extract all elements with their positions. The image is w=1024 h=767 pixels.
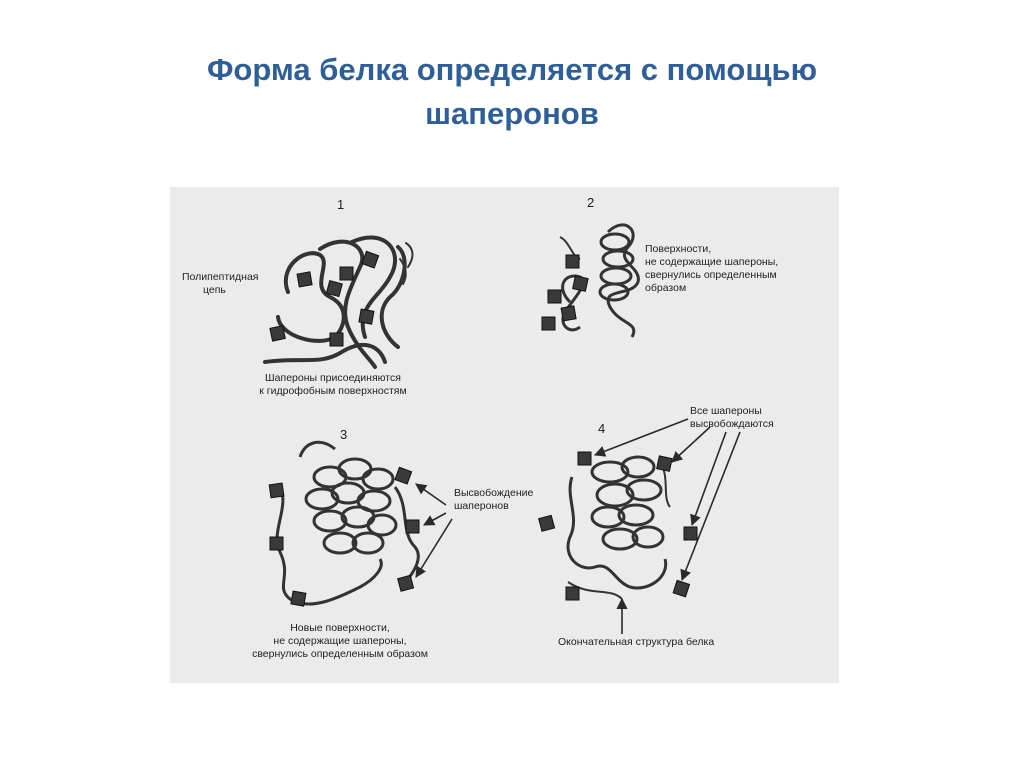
panel-3-coil: [277, 442, 418, 604]
panel-4-caption: Окончательная структура белка: [558, 636, 715, 648]
panel-1-caption-line-2: к гидрофобным поверхностям: [259, 385, 407, 397]
slide-title-line-2: шаперонов: [425, 96, 599, 131]
panel-2-note-line-2: не содержащие шапероны,: [645, 256, 779, 268]
panel-3-caption-line-3: свернулись определенным образом: [252, 648, 428, 660]
panel-3-caption-line-1: Новые поверхности,: [290, 622, 390, 634]
chaperone-square: [340, 267, 353, 280]
chaperone-square: [561, 306, 576, 321]
chaperone-square: [406, 520, 419, 533]
chaperone-square: [673, 580, 689, 596]
panel-1-number: 1: [337, 197, 345, 212]
panel-3-release-line-1: Высвобождение: [454, 487, 534, 499]
chaperone-square: [573, 276, 588, 291]
chaperone-square: [270, 326, 285, 341]
panel-2-helix: [560, 225, 638, 337]
panel-4-final-structure: [568, 457, 670, 599]
chaperone-square: [566, 255, 579, 268]
panel-2-note-line-1: Поверхности,: [645, 243, 712, 255]
chaperone-square: [270, 537, 283, 550]
panel-1-chain-label-line-2: цепь: [203, 284, 226, 296]
chaperone-diagram: [170, 187, 839, 683]
panel-3-caption-line-2: не содержащие шапероны,: [273, 635, 407, 647]
chaperone-square: [398, 575, 414, 591]
slide-title-line-1: Форма белка определяется с помощью: [206, 52, 818, 87]
chaperone-square: [297, 272, 312, 287]
chaperone-square: [542, 317, 555, 330]
chaperone-square: [269, 483, 284, 498]
panel-1-caption-line-1: Шапероны присоединяются: [265, 372, 401, 384]
chaperone-square: [578, 452, 591, 465]
panel-2-chaperones: [542, 255, 588, 330]
chaperone-square: [291, 591, 306, 606]
chaperone-square: [359, 309, 374, 324]
chaperone-square: [539, 515, 555, 531]
panel-3-release-arrows: [416, 484, 452, 577]
chaperone-square: [657, 456, 672, 471]
chaperone-square: [395, 467, 412, 484]
panel-3-number: 3: [340, 427, 348, 442]
panel-4-release-line-1: Все шапероны: [690, 405, 762, 417]
chaperone-square: [684, 527, 697, 540]
slide-title: [80, 48, 944, 136]
panel-1-polypeptide: [265, 237, 412, 367]
chaperone-square: [362, 251, 379, 268]
panel-2-number: 2: [587, 195, 595, 210]
chaperone-square: [548, 290, 561, 303]
chaperone-square: [566, 587, 579, 600]
panel-4-number: 4: [598, 421, 606, 436]
panel-3-release-line-2: шаперонов: [454, 500, 509, 512]
panel-4-release-line-2: высвобождаются: [690, 418, 774, 430]
chaperone-square: [326, 281, 342, 297]
chaperone-square: [330, 333, 343, 346]
panel-2-note-line-3: свернулись определенным: [645, 269, 777, 281]
panel-2-note-line-4: образом: [645, 282, 687, 294]
panel-1-chain-label-line-1: Полипептидная: [182, 271, 259, 283]
